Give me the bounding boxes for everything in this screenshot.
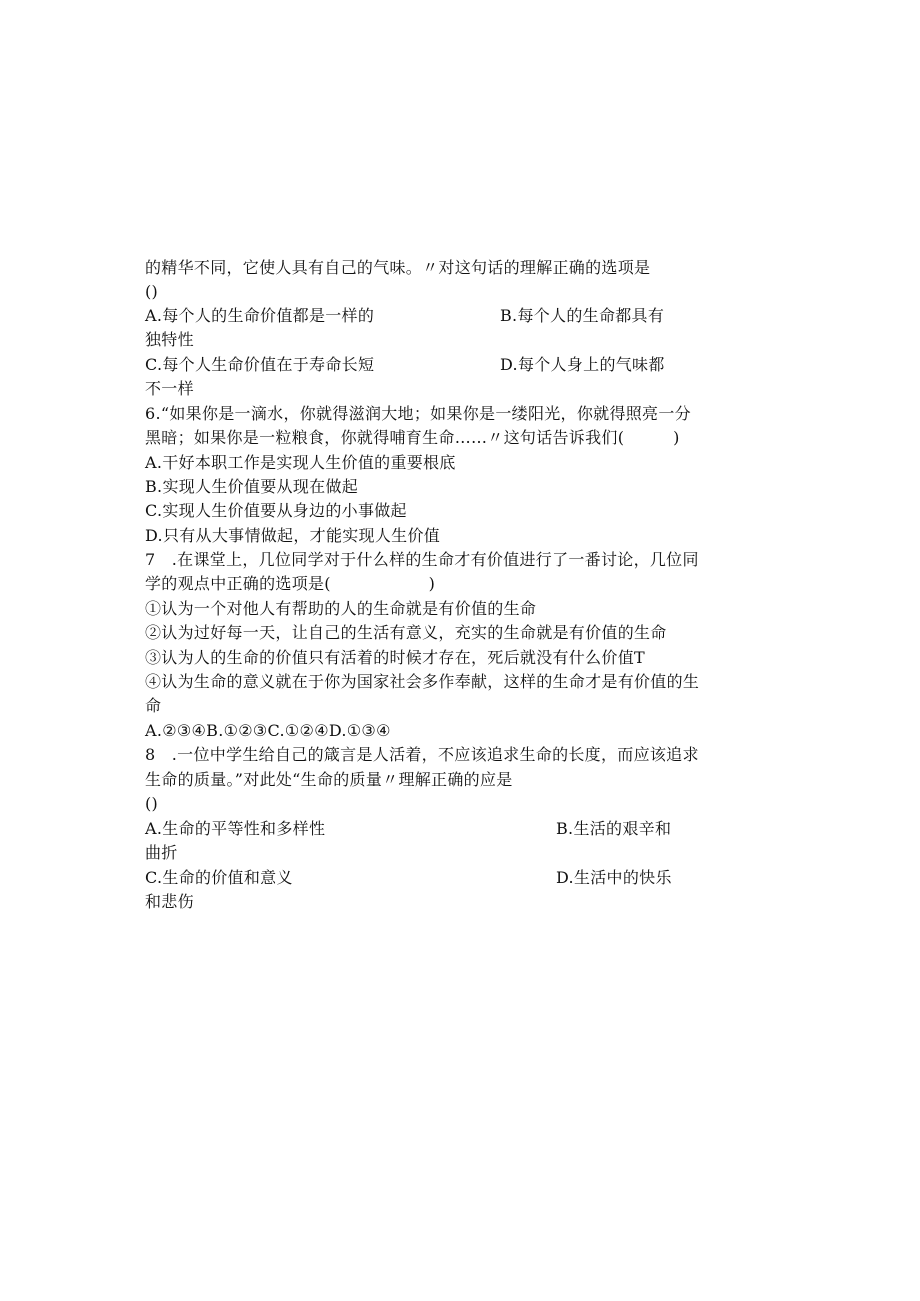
q5-option-b: B.每个人的生命都具有 [500, 306, 665, 325]
q6-option-b: B.实现人生价值要从现在做起 [145, 477, 359, 496]
q8-stem-line1: 8 .一位中学生给自己的箴言是人活着，不应该追求生命的长度，而应该追求 [145, 745, 699, 764]
q5-option-b-cont: 独特性 [145, 330, 194, 349]
q7-statement-2: ②认为过好每一天，让自己的生活有意义，充实的生命就是有价值的生命 [145, 623, 667, 642]
q7-statement-1: ①认为一个对他人有帮助的人的生命就是有价值的生命 [145, 599, 537, 618]
q8-option-a: A.生命的平等性和多样性 [145, 819, 326, 838]
q7-stem-line1: 7 .在课堂上，几位同学对于什么样的生命才有价值进行了一番讨论，几位同 [145, 550, 699, 569]
q7-stem-line2: 学的观点中正确的选项是( ) [145, 574, 436, 593]
q8-answer-paren: () [145, 794, 159, 813]
q5-option-d: D.每个人身上的气味都 [500, 355, 665, 374]
q6-option-d: D.只有从大事情做起，才能实现人生价值 [145, 526, 441, 545]
q6-stem-line1: 6.“如果你是一滴水，你就得滋润大地；如果你是一缕阳光，你就得照亮一分 [145, 404, 691, 423]
q8-option-d: D.生活中的快乐 [556, 868, 672, 887]
q8-stem-line2: 生命的质量。”对此处“生命的质量〃理解正确的应是 [145, 770, 513, 789]
q5-option-d-cont: 不一样 [145, 379, 194, 398]
q8-option-b-cont: 曲折 [145, 843, 178, 862]
q6-stem-line2: 黑暗；如果你是一粒粮食，你就得哺育生命……〃这句话告诉我们( ) [145, 428, 680, 447]
q8-option-d-cont: 和悲伤 [145, 892, 194, 911]
q7-statement-4: ④认为生命的意义就在于你为国家社会多作奉献，这样的生命才是有价值的生 [145, 672, 700, 691]
q5-option-c: C.每个人生命价值在于寿命长短 [145, 355, 375, 374]
q7-options: A.②③④B.①②③C.①②④D.①③④ [145, 721, 391, 740]
q7-statement-4-cont: 命 [145, 696, 162, 715]
q5-stem: 的精华不同，它使人具有自己的气味。〃对这句话的理解正确的选项是 [145, 258, 651, 277]
q6-option-a: A.干好本职工作是实现人生价值的重要根底 [145, 453, 456, 472]
q5-option-a: A.每个人的生命价值都是一样的 [145, 306, 375, 325]
q8-option-b: B.生活的艰辛和 [556, 819, 672, 838]
q8-option-c: C.生命的价值和意义 [145, 868, 293, 887]
q5-answer-paren: () [145, 282, 159, 301]
q6-option-c: C.实现人生价值要从身边的小事做起 [145, 501, 407, 520]
q7-statement-3: ③认为人的生命的价值只有活着的时候才存在，死后就没有什么价值T [145, 648, 645, 667]
